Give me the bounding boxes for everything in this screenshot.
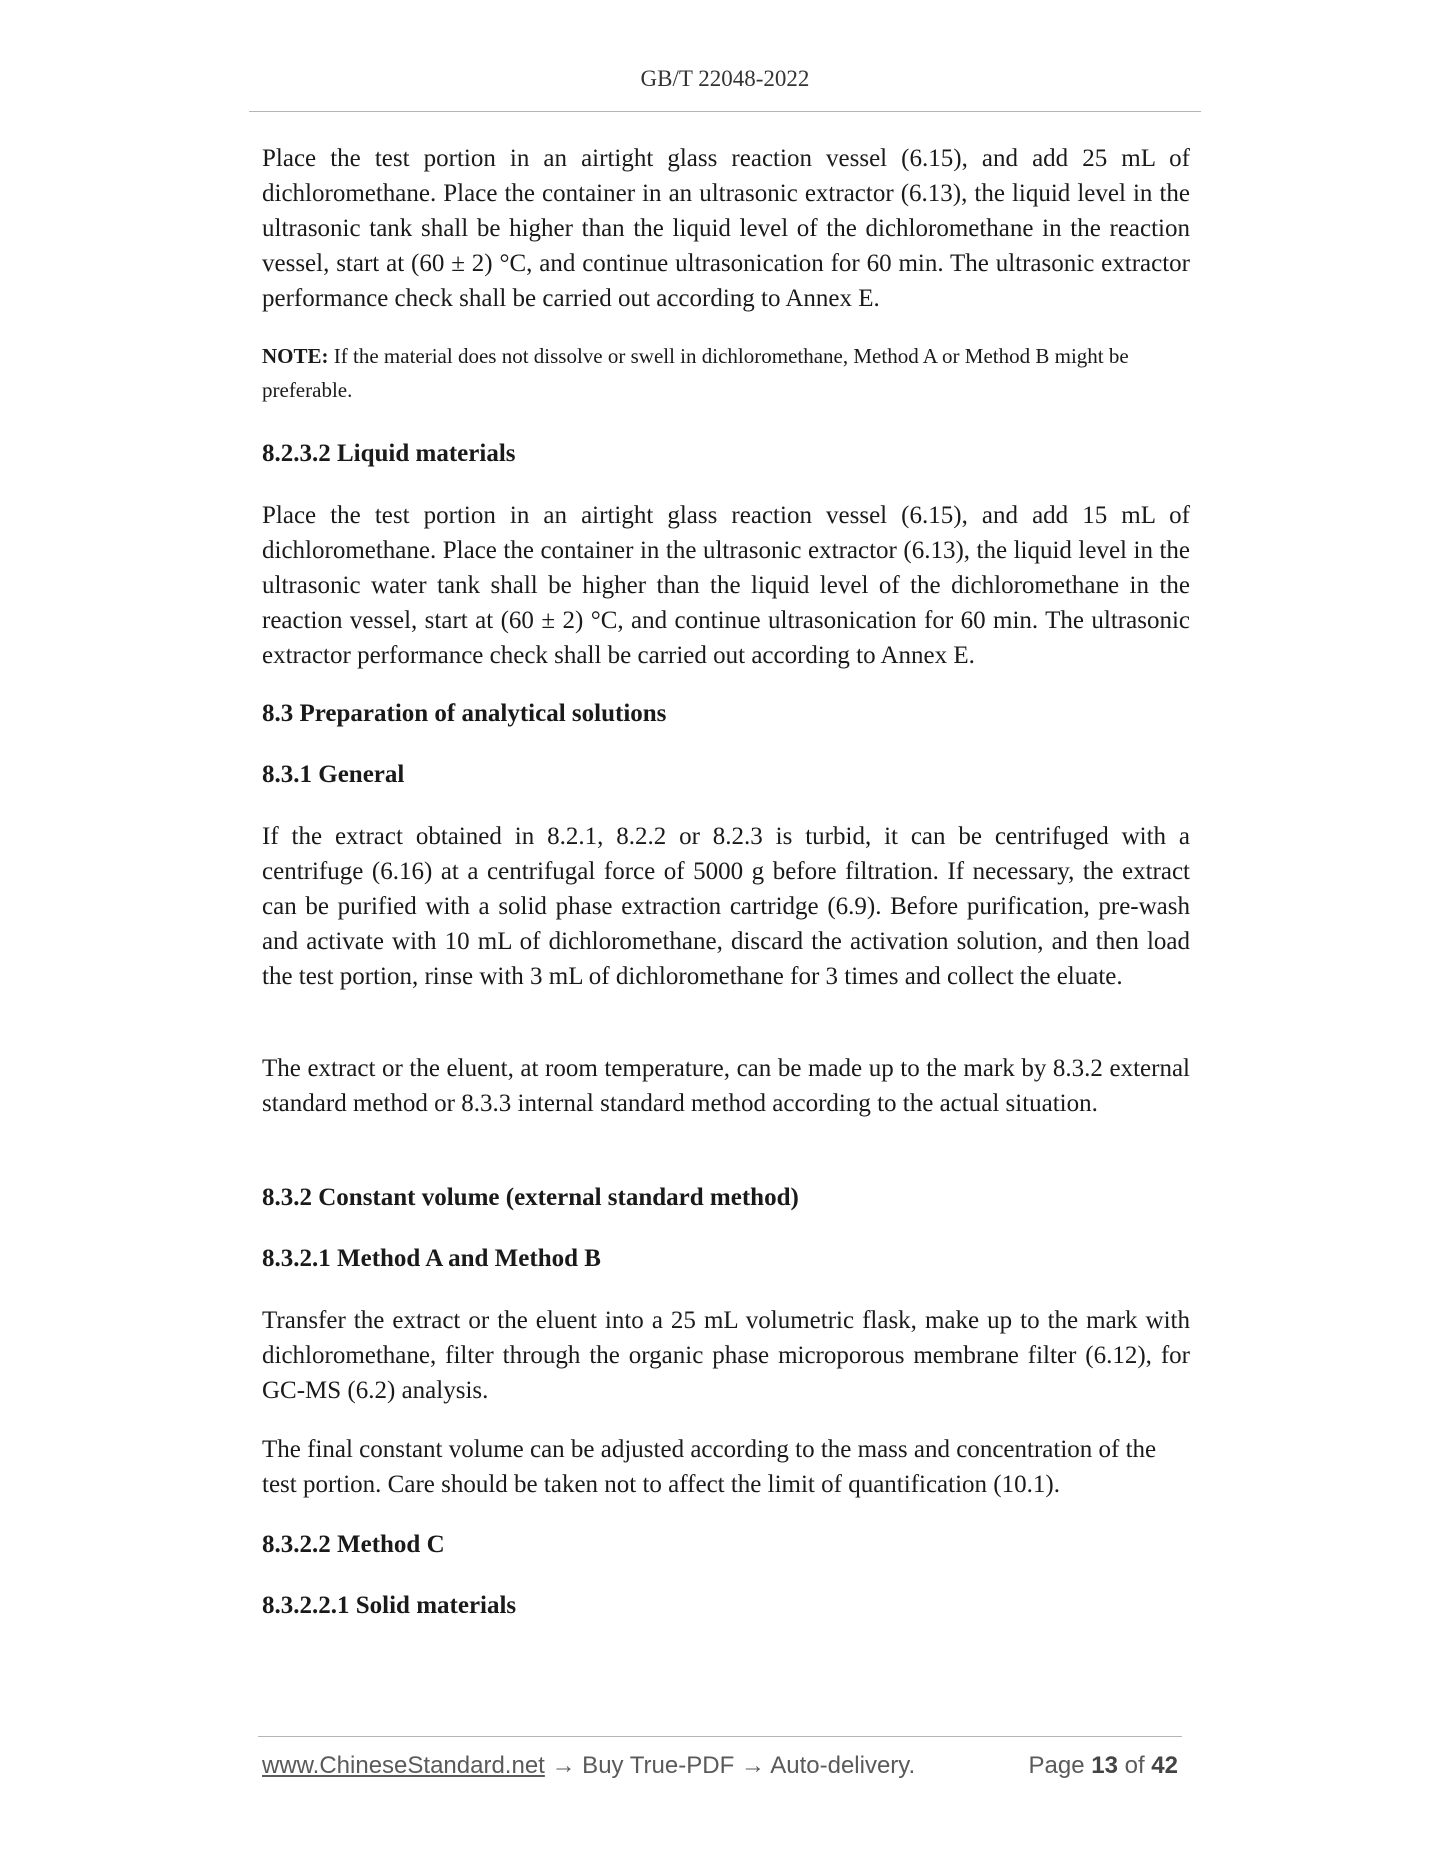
paragraph-liquid-extraction: Place the test portion in an airtight glass reaction vessel (6.15), and add 15 mL of dichloromethane. Place the container in the ultrasonic extractor (6.13), the liquid level in the ultrasonic water tank shall be higher than the liquid level of the dichloromethane in the reaction vessel, start at (60 ± 2) °C, and continue ultrasonication for 60 min. The ultrasonic extractor performance check shall be carried out according to Annex E. (262, 502, 1190, 669)
footer-tagline: → Buy True-PDF → Auto-delivery. (551, 1752, 916, 1779)
heading-8-3-2: 8.3.2 Constant volume (external standard method) (262, 1184, 799, 1211)
document-id-header: GB/T 22048-2022 (640, 66, 810, 91)
paragraph-general-purification: If the extract obtained in 8.2.1, 8.2.2 or 8.2.3 is turbid, it can be centrifuged with a centrifuge (6.16) at a centrifugal force of 5000 g before filtration. If necessary, the extract can be purified with a solid phase extraction cartridge (6.9). Before purification, pre-wash and activate with 10 mL of dichloromethane, discard the activation solution, and then load the test portion, rinse with 3 mL of dichloromethane for 3 times and collect the eluate. (262, 823, 1190, 990)
header-divider (249, 111, 1201, 112)
footer-divider (258, 1736, 1182, 1737)
page-total: 42 (1151, 1752, 1178, 1779)
heading-8-3-1: 8.3.1 General (262, 761, 405, 788)
heading-8-2-3-2: 8.2.3.2 Liquid materials (262, 440, 516, 467)
page-number: 13 (1091, 1752, 1118, 1779)
note-paragraph (262, 339, 1190, 407)
paragraph-extract-made-up: The extract or the eluent, at room temperature, can be made up to the mark by 8.3.2 external standard method or 8.3.3 internal standard method according to the actual situation. (262, 1055, 1190, 1117)
paragraph-transfer-extract: Transfer the extract or the eluent into a 25 mL volumetric flask, make up to the mark with dichloromethane, filter through the organic phase microporous membrane filter (6.12), for GC-MS (6.2) analysis. (262, 1307, 1190, 1404)
heading-8-3-2-2-1: 8.3.2.2.1 Solid materials (262, 1592, 517, 1619)
page-counter (1029, 1752, 1179, 1780)
note-text: If the material does not dissolve or swell in dichloromethane, Method A or Method B might be preferable. (262, 344, 1129, 402)
page-label: Page (1028, 1752, 1085, 1779)
chinesestandard-link[interactable]: www.ChineseStandard.net (262, 1752, 545, 1779)
of-label: of (1124, 1752, 1145, 1779)
heading-8-3-2-1: 8.3.2.1 Method A and Method B (262, 1245, 601, 1272)
note-label: NOTE: (262, 344, 329, 368)
heading-8-3-2-2: 8.3.2.2 Method C (262, 1531, 445, 1558)
heading-8-3: 8.3 Preparation of analytical solutions (262, 700, 667, 727)
page-footer (262, 1752, 1182, 1786)
paragraph-solid-extraction: Place the test portion in an airtight glass reaction vessel (6.15), and add 25 mL of dichloromethane. Place the container in an ultrasonic extractor (6.13), the liquid level in the ultrasonic tank shall be higher than the liquid level of the dichloromethane in the reaction vessel, start at (60 ± 2) °C, and continue ultrasonication for 60 min. The ultrasonic extractor performance check shall be carried out according to Annex E. (262, 145, 1190, 312)
paragraph-final-volume: The final constant volume can be adjusted according to the mass and concentration of the test portion. Care should be taken not to affect the limit of quantification (10.1). (262, 1436, 1157, 1498)
